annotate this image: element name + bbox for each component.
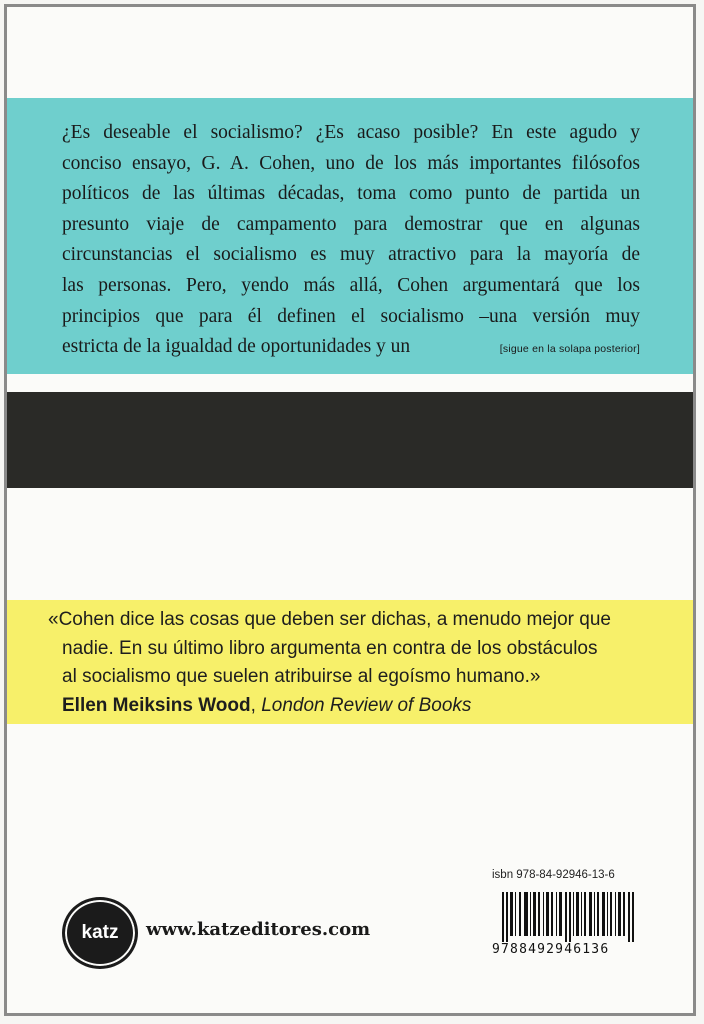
- review-quote: [48, 606, 648, 720]
- synopsis-line: estricta de la igualdad de oportunidades y un: [62, 336, 411, 358]
- logo-text: katz: [81, 922, 119, 943]
- synopsis-last-line: [62, 332, 640, 365]
- synopsis-text: [62, 118, 640, 365]
- barcode-number: 9788492946136: [492, 942, 610, 957]
- publisher-website: www.katzeditores.com: [146, 919, 371, 940]
- quote-line: nadie. En su último libro argumenta en contra de los obstáculos: [62, 637, 598, 659]
- synopsis-line: políticos de las últimas décadas, toma como punto de partida un: [62, 183, 640, 205]
- quote-separator: ,: [250, 694, 256, 716]
- katz-logo: [62, 897, 138, 969]
- continued-note: [sigue en la solapa posterior]: [499, 343, 640, 356]
- synopsis-line: ¿Es deseable el socialismo? ¿Es acaso posible? En este agudo y: [62, 122, 640, 143]
- synopsis-line: conciso ensayo, G. A. Cohen, uno de los más importantes filósofos: [62, 152, 640, 174]
- synopsis-line: principios que para él definen el socialismo –una versión muy: [62, 305, 640, 327]
- quote-source: London Review of Books: [261, 694, 472, 716]
- synopsis-line: presunto viaje de campamento para demostrar que en algunas: [62, 213, 640, 235]
- quote-author: Ellen Meiksins Wood: [62, 694, 251, 716]
- synopsis-line: las personas. Pero, yendo más allá, Cohen argumentará que los: [62, 274, 640, 296]
- quote-line: al socialismo que suelen atribuirse al egoísmo humano.»: [62, 666, 541, 687]
- barcode-icon: [492, 892, 642, 942]
- isbn-label: isbn 978-84-92946-13-6: [492, 869, 615, 881]
- quote-attribution: [48, 692, 648, 721]
- quote-line: «Cohen dice las cosas que deben ser dichas, a menudo mejor que: [48, 609, 611, 630]
- synopsis-line: circunstancias el socialismo es muy atractivo para la mayoría de: [62, 244, 640, 266]
- dark-band: [7, 392, 693, 488]
